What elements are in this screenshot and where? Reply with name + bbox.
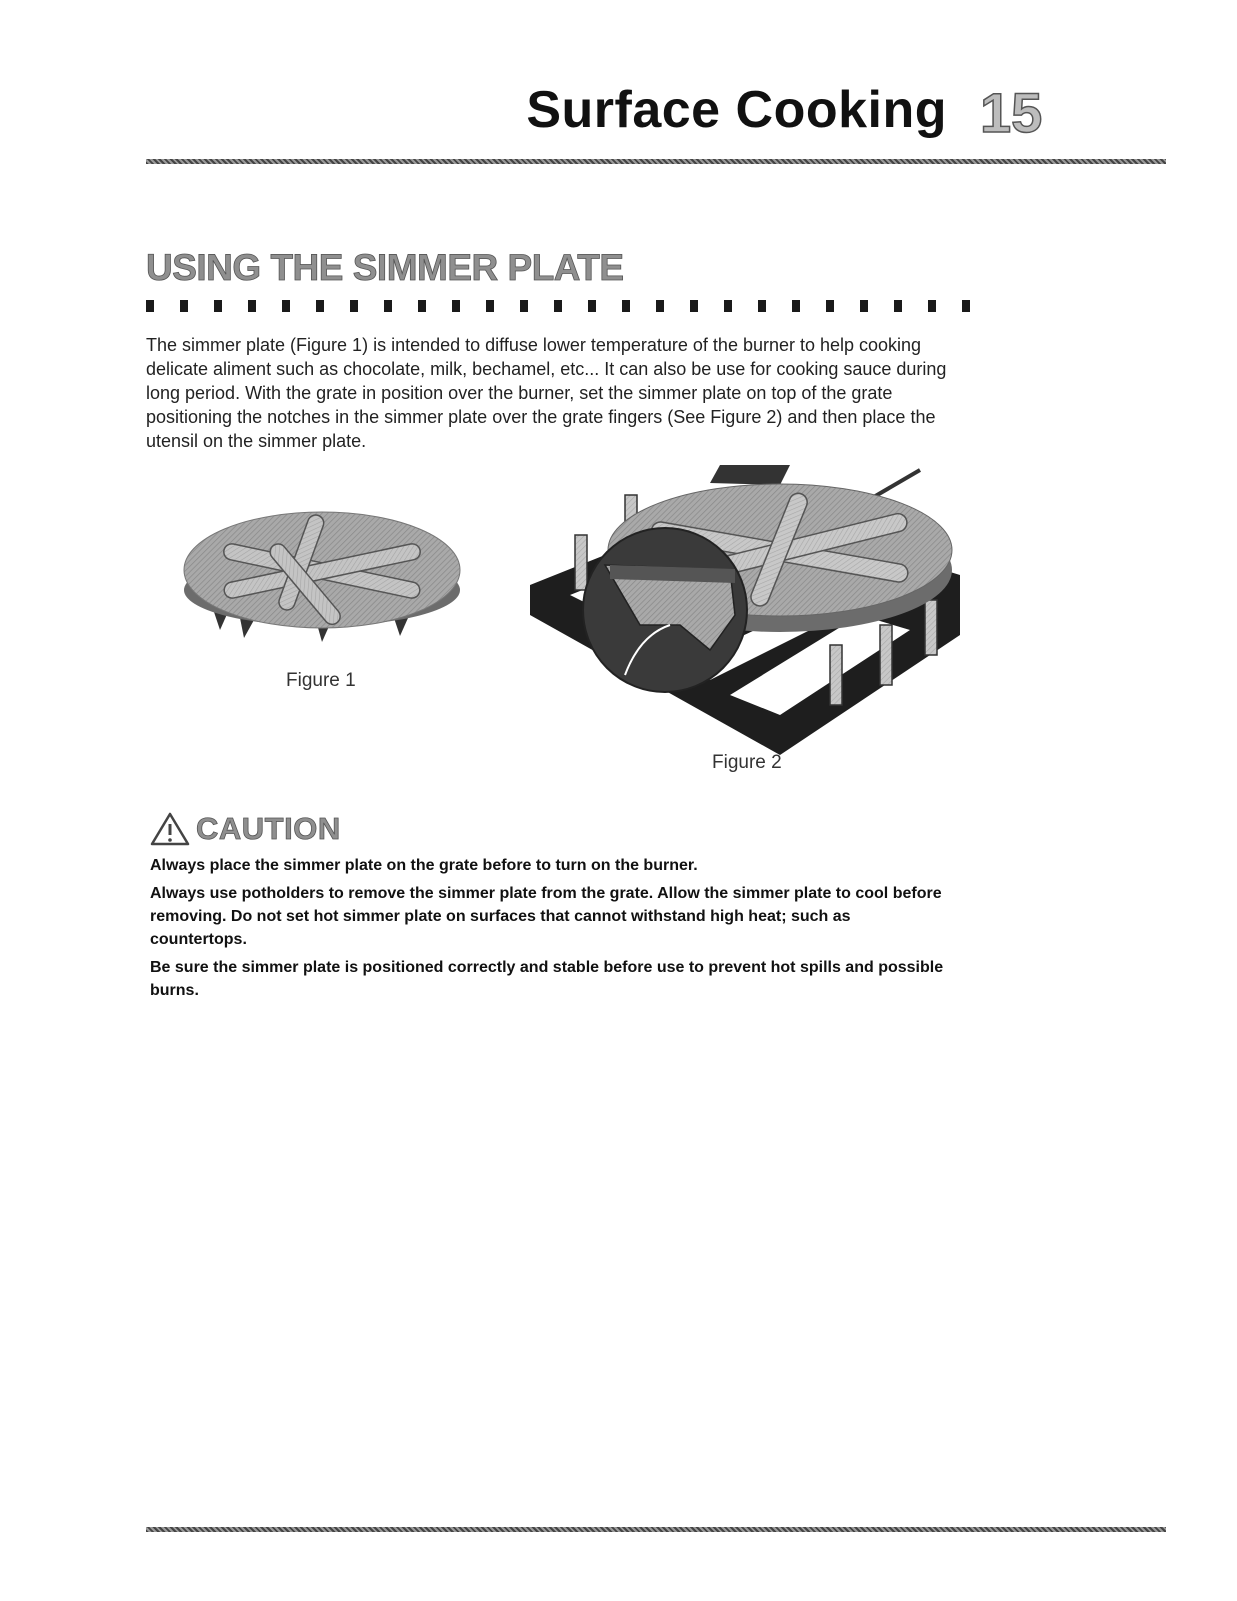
caution-item: Be sure the simmer plate is positioned correctly and stable before use to prevent hot spills and possible burns.: [150, 959, 944, 999]
caution-heading: [150, 811, 341, 847]
header-rule: [146, 159, 1166, 164]
simmer-plate-on-grate-figure: [530, 465, 960, 755]
page-number: 15: [980, 81, 1043, 144]
caution-list: [150, 854, 950, 1007]
caution-item: Always use potholders to remove the simmer plate from the grate. Allow the simmer plate to cool before removing. Do not set hot simmer plate on surfaces that cannot withstand high heat; such as countertops.: [150, 885, 942, 948]
figure1-caption: Figure 1: [286, 670, 356, 691]
page-title: Surface Cooking: [526, 81, 947, 139]
simmer-plate-figure: [182, 500, 472, 660]
warning-triangle-icon: [150, 812, 190, 846]
footer-rule: [146, 1527, 1166, 1532]
section-title: USING THE SIMMER PLATE: [146, 247, 624, 288]
figure2-caption: Figure 2: [712, 752, 782, 773]
caution-label: CAUTION: [196, 811, 341, 846]
caution-item: Always place the simmer plate on the grate before to turn on the burner.: [150, 857, 698, 874]
intro-paragraph: The simmer plate (Figure 1) is intended to diffuse lower temperature of the burner to help cooking delicate aliment such as chocolate, milk, bechamel, etc... It can also be use for cooking sauce during long period. With the grate in position over the burner, set the simmer plate on top of the grate positioning the notches in the simmer plate over the grate fingers (See Figure 2) and then place the utensil on the simmer plate.: [146, 335, 947, 451]
section-dot-divider: [146, 300, 976, 312]
